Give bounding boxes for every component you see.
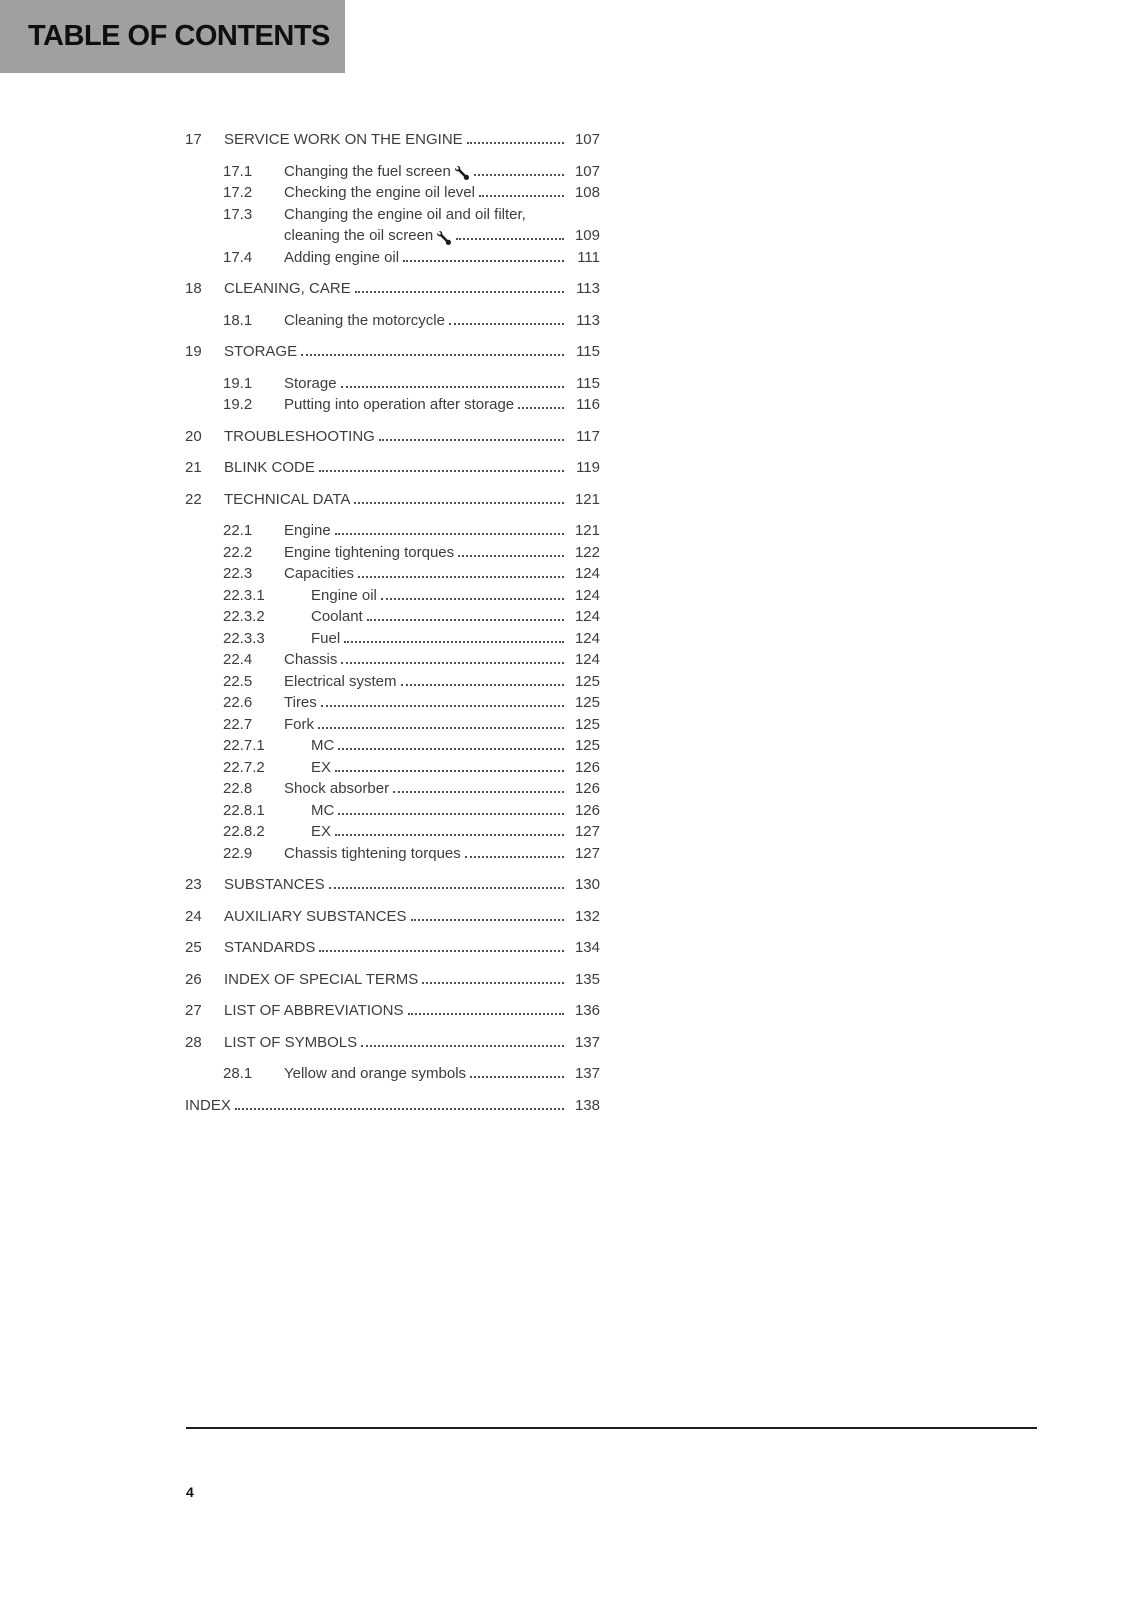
- toc-entry-number: 22.8: [223, 780, 253, 797]
- dot-leader: [341, 662, 564, 664]
- toc-entry-page: 126: [574, 758, 600, 776]
- toc-entry[interactable]: [185, 341, 600, 363]
- toc-entry-page: 125: [574, 672, 600, 690]
- footer-divider: [186, 1427, 1037, 1429]
- toc-entry[interactable]: [185, 735, 600, 757]
- toc-entry-title: EX: [311, 823, 332, 840]
- toc-entry[interactable]: [185, 937, 600, 959]
- toc-entry[interactable]: [185, 426, 600, 448]
- toc-entry[interactable]: [185, 129, 600, 151]
- dot-leader: [361, 1045, 564, 1047]
- toc-entry-page: 111: [577, 248, 600, 266]
- toc-entry[interactable]: [185, 161, 600, 183]
- toc-entry[interactable]: [185, 373, 600, 395]
- toc-entry-number: 22.7.2: [223, 758, 265, 776]
- toc-entry-title: TECHNICAL DATA: [224, 490, 351, 508]
- toc-entry[interactable]: [185, 692, 600, 714]
- dot-leader: [319, 470, 564, 472]
- toc-entry-page: 127: [574, 823, 600, 840]
- toc-entry-title: Shock absorber: [284, 780, 390, 797]
- dot-leader: [338, 748, 564, 750]
- toc-entry[interactable]: [185, 628, 600, 650]
- toc-entry-page: 137: [574, 1033, 600, 1051]
- toc-entry[interactable]: [185, 778, 600, 800]
- toc-entry[interactable]: [185, 204, 600, 247]
- toc-entry[interactable]: [185, 969, 600, 991]
- toc-entry-page: 138: [574, 1096, 600, 1114]
- toc-entry[interactable]: [185, 1063, 600, 1085]
- toc-entry-number: 22.9: [223, 844, 253, 862]
- dot-leader: [411, 919, 564, 921]
- toc-entry-title: Fork: [284, 715, 314, 733]
- dot-leader: [358, 576, 564, 578]
- toc-entry-title: Cleaning the motorcycle: [284, 311, 445, 329]
- toc-entry-page: 113: [576, 311, 600, 329]
- toc-entry-page: 124: [574, 651, 600, 668]
- dot-leader: [422, 982, 564, 984]
- toc-entry-number: 22.4: [223, 651, 253, 668]
- wrench-icon: [455, 166, 469, 180]
- toc-entry-number: 17.2: [223, 184, 253, 201]
- dot-leader: [458, 555, 564, 557]
- toc-entry-number: 23: [185, 876, 202, 893]
- dot-leader: [318, 727, 564, 729]
- toc-entry-title: LIST OF ABBREVIATIONS: [224, 1002, 404, 1019]
- toc-entry-title: INDEX: [185, 1096, 231, 1114]
- dot-leader: [335, 770, 564, 772]
- toc-entry-page: 121: [574, 490, 600, 508]
- toc-entry-number: 17: [185, 131, 202, 148]
- dot-leader: [329, 887, 564, 889]
- toc-entry[interactable]: [185, 1032, 600, 1054]
- toc-entry-title: SUBSTANCES: [224, 876, 325, 893]
- toc-entry[interactable]: [185, 649, 600, 671]
- toc-entry-title: MC: [311, 737, 335, 754]
- toc-entry[interactable]: [185, 874, 600, 896]
- toc-entry-page: 109: [574, 227, 600, 244]
- toc-entry-number: 20: [185, 427, 202, 445]
- toc-entry-title: Changing the engine oil and oil filter,: [284, 205, 526, 223]
- toc-entry[interactable]: [185, 542, 600, 564]
- dot-leader: [354, 502, 564, 504]
- toc-entry-number: 24: [185, 907, 202, 925]
- toc-entry[interactable]: [185, 310, 600, 332]
- toc-entry-title: Tires: [284, 694, 317, 711]
- toc-entry-page: 124: [574, 629, 600, 647]
- toc-entry-title: STANDARDS: [224, 939, 316, 956]
- toc-entry[interactable]: [185, 714, 600, 736]
- toc-entry-page: 135: [574, 970, 600, 988]
- toc-entry-title: INDEX OF SPECIAL TERMS: [224, 970, 419, 988]
- toc-entry-number: 28: [185, 1033, 202, 1051]
- dot-leader: [470, 1076, 564, 1078]
- toc-entry[interactable]: [185, 182, 600, 204]
- toc-entry-number: 21: [185, 459, 202, 476]
- toc-entry-title: Electrical system: [284, 672, 397, 690]
- toc-entry-number: 22.2: [223, 543, 253, 561]
- toc-entry-number: 18.1: [223, 311, 253, 329]
- toc-entry-page: 124: [574, 565, 600, 582]
- dot-leader: [335, 834, 564, 836]
- toc-entry-page: 116: [576, 396, 600, 413]
- toc-entry-page: 115: [576, 374, 600, 392]
- toc-entry-title: Engine tightening torques: [284, 543, 455, 561]
- toc-entry-number: 22.6: [223, 694, 253, 711]
- toc-entry-page: 108: [574, 184, 600, 201]
- toc-entry[interactable]: [185, 247, 600, 269]
- toc-entry[interactable]: [185, 585, 600, 607]
- dot-leader: [335, 533, 564, 535]
- dot-leader: [479, 195, 564, 197]
- toc-entry-title: LIST OF SYMBOLS: [224, 1033, 358, 1051]
- toc-entry-title: SERVICE WORK ON THE ENGINE: [224, 131, 463, 148]
- dot-leader: [379, 439, 564, 441]
- dot-leader: [474, 174, 564, 176]
- toc-entry[interactable]: [185, 843, 600, 865]
- toc-entry-page: 124: [574, 586, 600, 604]
- page-header: [0, 0, 345, 73]
- toc-entry-title: Chassis: [284, 651, 338, 668]
- toc-entry-number: 22.7.1: [223, 737, 265, 754]
- toc-entry-number: 17.4: [223, 248, 253, 266]
- toc-entry-page: 127: [574, 844, 600, 862]
- dot-leader: [367, 619, 564, 621]
- dot-leader: [341, 386, 564, 388]
- toc-entry-page: 125: [574, 694, 600, 711]
- toc-entry-title: Yellow and orange symbols: [284, 1065, 467, 1082]
- toc-entry-page: 107: [574, 162, 600, 180]
- toc-entry[interactable]: [185, 457, 600, 479]
- toc-entry-number: 26: [185, 970, 202, 988]
- toc-entry-page: 126: [574, 801, 600, 819]
- dot-leader: [518, 407, 564, 409]
- toc-entry-page: 130: [574, 876, 600, 893]
- toc-entry-title: CLEANING, CARE: [224, 280, 351, 297]
- toc-entry[interactable]: [185, 800, 600, 822]
- toc-entry[interactable]: [185, 606, 600, 628]
- toc-entry-page: 137: [574, 1065, 600, 1082]
- toc-entry[interactable]: [185, 671, 600, 693]
- toc-entry-title: BLINK CODE: [224, 459, 315, 476]
- toc-entry-page: 125: [574, 715, 600, 733]
- toc-entry-title: MC: [311, 801, 335, 819]
- toc-entry-title: cleaning the oil screen: [284, 227, 434, 244]
- toc-entry-title: Adding engine oil: [284, 248, 400, 266]
- dot-leader: [401, 684, 564, 686]
- dot-leader: [408, 1013, 565, 1015]
- toc-entry[interactable]: [185, 394, 600, 416]
- toc-entry-number: 22.5: [223, 672, 253, 690]
- dot-leader: [319, 950, 564, 952]
- toc-entry-title: Storage: [284, 374, 337, 392]
- toc-entry-title: Changing the fuel screen: [284, 162, 451, 180]
- toc-entry-number: 25: [185, 939, 202, 956]
- toc-entry-title: Fuel: [311, 629, 341, 647]
- toc-entry[interactable]: [185, 1000, 600, 1022]
- toc-entry[interactable]: [185, 278, 600, 300]
- dot-leader: [338, 813, 564, 815]
- page-title: TABLE OF CONTENTS: [28, 20, 330, 52]
- toc-entry-number: 19: [185, 343, 202, 360]
- dot-leader: [467, 142, 564, 144]
- dot-leader: [403, 260, 564, 262]
- toc-entry-number: 22.3.3: [223, 629, 265, 647]
- wrench-icon: [437, 231, 451, 245]
- toc-entry-page: 126: [574, 780, 600, 797]
- toc-entry-page: 107: [574, 131, 600, 148]
- toc-entry-page: 124: [574, 608, 600, 625]
- toc-entry-title: Putting into operation after storage: [284, 396, 515, 413]
- dot-leader: [449, 323, 564, 325]
- toc-entry-title: STORAGE: [224, 343, 298, 360]
- toc-entry[interactable]: [185, 563, 600, 585]
- toc-entry-number: 28.1: [223, 1065, 253, 1082]
- toc-entry-title: Checking the engine oil level: [284, 184, 475, 201]
- dot-leader: [344, 641, 564, 643]
- toc-entry-number: 22.3.2: [223, 608, 265, 625]
- toc-entry-number: 22.3: [223, 565, 253, 582]
- toc-entry-title: EX: [311, 758, 332, 776]
- dot-leader: [465, 856, 564, 858]
- toc-entry[interactable]: [185, 757, 600, 779]
- toc-entry[interactable]: [185, 906, 600, 928]
- toc-entry-number: 22.8.1: [223, 801, 265, 819]
- toc-entry-number: 22: [185, 490, 202, 508]
- toc-entry-number: 22.7: [223, 715, 253, 733]
- toc-entry-page: 113: [576, 280, 600, 297]
- toc-entry-number: 18: [185, 280, 202, 297]
- toc-entry-number: 22.8.2: [223, 823, 265, 840]
- dot-leader: [456, 238, 564, 240]
- toc-entry-page: 115: [576, 343, 600, 360]
- toc-entry-number: 17.3: [223, 205, 253, 223]
- toc-entry-number: 17.1: [223, 162, 253, 180]
- toc-entry-title: TROUBLESHOOTING: [224, 427, 375, 445]
- toc-entry[interactable]: [185, 1095, 600, 1117]
- dot-leader: [393, 791, 564, 793]
- toc-entry[interactable]: [185, 520, 600, 542]
- toc-entry-number: 22.1: [223, 522, 253, 539]
- table-of-contents: [185, 119, 600, 1126]
- toc-entry-page: 125: [574, 737, 600, 754]
- toc-entry-page: 136: [574, 1002, 600, 1019]
- toc-entry-page: 134: [574, 939, 600, 956]
- dot-leader: [321, 705, 564, 707]
- toc-entry-page: 132: [574, 907, 600, 925]
- dot-leader: [355, 291, 564, 293]
- dot-leader: [301, 354, 564, 356]
- toc-entry-title: Engine: [284, 522, 331, 539]
- toc-entry-page: 121: [574, 522, 600, 539]
- toc-entry-page: 119: [576, 459, 600, 476]
- toc-entry-number: 27: [185, 1002, 202, 1019]
- toc-entry-title: Capacities: [284, 565, 355, 582]
- toc-entry-number: 22.3.1: [223, 586, 265, 604]
- dot-leader: [381, 598, 564, 600]
- toc-entry-page: 117: [576, 427, 600, 445]
- page-number: 4: [186, 1484, 194, 1500]
- toc-entry[interactable]: [185, 821, 600, 843]
- dot-leader: [235, 1108, 564, 1110]
- toc-entry[interactable]: [185, 489, 600, 511]
- toc-entry-title: Coolant: [311, 608, 363, 625]
- toc-entry-title: Chassis tightening torques: [284, 844, 461, 862]
- toc-entry-number: 19.1: [223, 374, 253, 392]
- toc-entry-title: AUXILIARY SUBSTANCES: [224, 907, 407, 925]
- toc-entry-page: 122: [574, 543, 600, 561]
- toc-entry-title: Engine oil: [311, 586, 377, 604]
- toc-entry-number: 19.2: [223, 396, 253, 413]
